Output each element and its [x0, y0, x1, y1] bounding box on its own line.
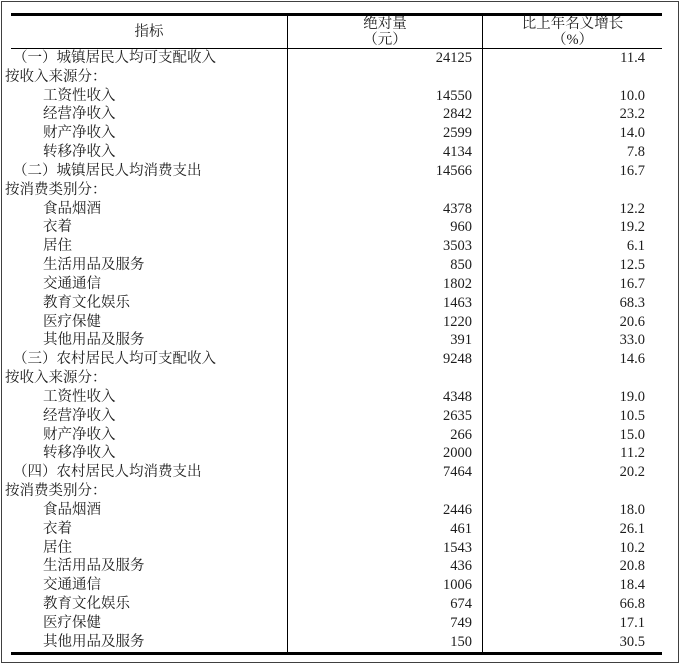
table-row: [11, 576, 662, 595]
indicator-cell: （四）农村居民人均消费支出: [13, 464, 202, 481]
indicator-cell: （三）农村居民人均可支配收入: [13, 351, 216, 368]
table-header-row: [11, 16, 662, 49]
absolute-amount-cell: 850: [287, 256, 482, 275]
indicator-cell: 按消费类别分：: [5, 181, 107, 198]
absolute-amount-cell: 436: [287, 557, 482, 576]
growth-cell: 33.0: [482, 331, 662, 350]
absolute-amount-cell: 674: [287, 595, 482, 614]
growth-cell: [482, 482, 662, 501]
indicator-cell: 医疗保健: [43, 313, 101, 330]
absolute-amount-cell: 2842: [287, 105, 482, 124]
indicator-cell: 工资性收入: [43, 388, 116, 405]
table-row: [11, 294, 662, 313]
table-row: [5, 482, 662, 501]
growth-cell: 16.7: [482, 275, 662, 294]
table-row: [11, 162, 662, 181]
growth-cell: 11.2: [482, 444, 662, 463]
indicator-cell: 按收入来源分：: [5, 68, 107, 85]
table-row: [11, 237, 662, 256]
table-body: [5, 49, 662, 652]
absolute-amount-cell: 24125: [287, 49, 482, 68]
growth-cell: 14.6: [482, 350, 662, 369]
table-row: [11, 557, 662, 576]
indicator-cell: 转移净收入: [43, 144, 116, 161]
absolute-amount-cell: 4134: [287, 143, 482, 162]
table-row: [11, 388, 662, 407]
growth-cell: 18.0: [482, 501, 662, 520]
absolute-amount-cell: 14566: [287, 162, 482, 181]
growth-cell: 17.1: [482, 614, 662, 633]
table-row: [11, 87, 662, 106]
header-indicator: [11, 16, 287, 48]
absolute-amount-cell: 3503: [287, 237, 482, 256]
indicator-cell: 财产净收入: [43, 426, 116, 443]
indicator-cell: 居住: [43, 238, 72, 255]
growth-cell: 30.5: [482, 633, 662, 652]
growth-cell: 12.5: [482, 256, 662, 275]
growth-cell: 7.8: [482, 143, 662, 162]
indicator-cell: 财产净收入: [43, 125, 116, 142]
absolute-amount-cell: 960: [287, 218, 482, 237]
header-growth-line1: 比上年名义增长: [521, 16, 624, 32]
growth-cell: 68.3: [482, 294, 662, 313]
growth-cell: [482, 68, 662, 87]
indicator-cell: 衣着: [43, 520, 72, 537]
table-row: [11, 407, 662, 426]
indicator-cell: 居住: [43, 539, 72, 556]
table-row: [11, 520, 662, 539]
absolute-amount-cell: [287, 369, 482, 388]
growth-cell: 66.8: [482, 595, 662, 614]
absolute-amount-cell: [287, 482, 482, 501]
growth-cell: 20.8: [482, 557, 662, 576]
absolute-amount-cell: 2635: [287, 407, 482, 426]
indicator-cell: 转移净收入: [43, 445, 116, 462]
header-absolute-amount: [287, 16, 482, 48]
absolute-amount-cell: 749: [287, 614, 482, 633]
header-growth-unit: （%）: [551, 32, 594, 48]
absolute-amount-cell: 2000: [287, 444, 482, 463]
header-absolute-unit: （元）: [363, 32, 407, 48]
indicator-cell: 医疗保健: [43, 614, 101, 631]
growth-cell: 10.0: [482, 87, 662, 106]
absolute-amount-cell: [287, 181, 482, 200]
header-growth: [482, 16, 662, 48]
indicator-cell: （一）城镇居民人均可支配收入: [13, 50, 216, 66]
absolute-amount-cell: 266: [287, 426, 482, 445]
absolute-amount-cell: 1802: [287, 275, 482, 294]
growth-cell: 15.0: [482, 426, 662, 445]
growth-cell: [482, 369, 662, 388]
absolute-amount-cell: 150: [287, 633, 482, 652]
absolute-amount-cell: 4348: [287, 388, 482, 407]
table-row: [11, 539, 662, 558]
table-row: [11, 275, 662, 294]
growth-cell: 18.4: [482, 576, 662, 595]
indicator-cell: 食品烟酒: [43, 200, 101, 217]
indicator-cell: 食品烟酒: [43, 501, 101, 518]
table-row: [11, 444, 662, 463]
table-row: [5, 68, 662, 87]
indicator-cell: 按消费类别分：: [5, 483, 107, 500]
indicator-cell: 教育文化娱乐: [43, 294, 130, 311]
growth-cell: 19.2: [482, 218, 662, 237]
indicator-cell: 其他用品及服务: [43, 633, 145, 650]
growth-cell: 16.7: [482, 162, 662, 181]
indicator-cell: 经营净收入: [43, 407, 116, 424]
growth-cell: [482, 181, 662, 200]
table-row: [11, 350, 662, 369]
absolute-amount-cell: 461: [287, 520, 482, 539]
absolute-amount-cell: 1220: [287, 313, 482, 332]
absolute-amount-cell: 1006: [287, 576, 482, 595]
table-row: [11, 105, 662, 124]
growth-cell: 11.4: [482, 49, 662, 68]
table-row: [11, 331, 662, 350]
indicator-cell: 交通通信: [43, 275, 101, 292]
table-row: [5, 369, 662, 388]
table-row: [11, 595, 662, 614]
absolute-amount-cell: 391: [287, 331, 482, 350]
table-row: [11, 426, 662, 445]
indicator-cell: 衣着: [43, 219, 72, 236]
absolute-amount-cell: 4378: [287, 200, 482, 219]
growth-cell: 10.2: [482, 539, 662, 558]
income-expenditure-table: [5, 13, 662, 655]
growth-cell: 14.0: [482, 124, 662, 143]
growth-cell: 12.2: [482, 200, 662, 219]
indicator-cell: 教育文化娱乐: [43, 596, 130, 613]
table-row: [11, 49, 662, 68]
growth-cell: 20.6: [482, 313, 662, 332]
indicator-cell: 交通通信: [43, 577, 101, 594]
absolute-amount-cell: 1463: [287, 294, 482, 313]
absolute-amount-cell: 2599: [287, 124, 482, 143]
indicator-cell: （二）城镇居民人均消费支出: [13, 162, 202, 179]
table-row: [11, 256, 662, 275]
header-indicator-label: 指标: [134, 24, 164, 40]
absolute-amount-cell: [287, 68, 482, 87]
table-row: [11, 614, 662, 633]
indicator-cell: 其他用品及服务: [43, 332, 145, 349]
table-row: [11, 501, 662, 520]
indicator-cell: 经营净收入: [43, 106, 116, 123]
growth-cell: 6.1: [482, 237, 662, 256]
table-row: [11, 218, 662, 237]
table-row: [11, 463, 662, 482]
table-row: [11, 124, 662, 143]
indicator-cell: 生活用品及服务: [43, 558, 145, 575]
absolute-amount-cell: 7464: [287, 463, 482, 482]
growth-cell: 19.0: [482, 388, 662, 407]
absolute-amount-cell: 9248: [287, 350, 482, 369]
indicator-cell: 生活用品及服务: [43, 257, 145, 274]
growth-cell: 20.2: [482, 463, 662, 482]
table-row: [11, 633, 662, 652]
table-row: [11, 313, 662, 332]
absolute-amount-cell: 14550: [287, 87, 482, 106]
table-row: [5, 181, 662, 200]
table-row: [11, 200, 662, 219]
growth-cell: 23.2: [482, 105, 662, 124]
absolute-amount-cell: 2446: [287, 501, 482, 520]
growth-cell: 26.1: [482, 520, 662, 539]
indicator-cell: 工资性收入: [43, 87, 116, 104]
growth-cell: 10.5: [482, 407, 662, 426]
absolute-amount-cell: 1543: [287, 539, 482, 558]
header-absolute-line1: 绝对量: [363, 16, 407, 32]
table-row: [11, 143, 662, 162]
indicator-cell: 按收入来源分：: [5, 370, 107, 387]
